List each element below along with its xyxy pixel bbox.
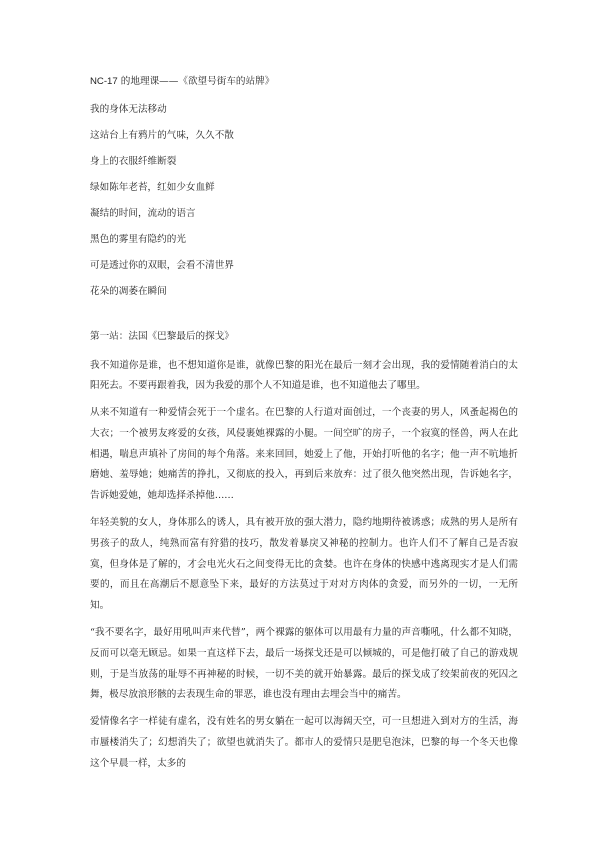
poem-line: 黑色的雾里有隐约的光 [90,233,186,245]
document-body [90,75,518,781]
poem-line: 凝结的时间，流动的语言 [90,207,196,219]
poem-line: 身上的衣服纤维断裂 [90,155,177,167]
paragraph: 年轻美貌的女人，身体那么的诱人，具有被开放的强大潜力，隐约地期待被诱惑；成熟的男人是所有男孩子的敌人，纯熟而富有狩猎的技巧，散发着暴戾又神秘的控制力。也许人们不了解自己是否寂寞，但身体是了解的，才会电光火石之间变得无比的贪婪。也许在身体的快感中逃离现实才是人们需要的，而且在高潮后不愿意坠下来，最好的方法莫过于对对方肉体的贪爱，而另外的一切，一无所知。 [90,517,518,612]
poem-line: 可是透过你的双眼，会看不清世界 [90,259,234,271]
title-text: 的地理课——《欲望号街车的站牌》 [117,76,275,87]
poem [90,103,518,298]
section-heading: 第一站：法国《巴黎最后的探戈》 [90,330,234,342]
paragraph: 我不知道你是谁，也不想知道你是谁，就像巴黎的阳光在最后一刻才会出现，我的爱情随着消白的太阳死去。不要再跟着我，因为我爱的那个人不知道是谁，也不知道他去了哪里。 [90,359,518,392]
paragraph: 爱情像名字一样徒有虚名，没有姓名的男女躺在一起可以海阔天空，可一旦想进入到对方的生活，海市蜃楼消失了；幻想消失了；欲望也就消失了。都市人的爱情只是肥皂泡沫，巴黎的每一个冬天也像这个早晨一样，太多的 [90,716,518,769]
title-prefix: NC-17 [90,76,118,87]
poem-line: 绿如陈年老苔，红如少女血鲜 [90,181,215,193]
poem-line: 我的身体无法移动 [90,103,167,115]
poem-line: 花朵的凋萎在瞬间 [90,285,167,297]
document-title [90,75,518,88]
paragraph: 从来不知道有一种爱情会死于一个虚名。在巴黎的人行道对面创过，一个丧妻的男人，风蚤起褐色的大衣；一个被男友疼爱的女孩，风侵裹她裸露的小腿。一间空旷的房子，一个寂寞的怪兽，两人在此相遇，喘息声填补了房间的每个角落。来来回回，她爱上了他，开始打听他的名字；他一声不吭地折磨她、羞辱她；她痛苦的挣扎，又彻底的投入，再到后来放弃：过了很久他突然出现，告诉她名字，告诉她爱她，她却选择杀掉他…… [90,407,518,502]
poem-line: 这站台上有鸦片的气味，久久不散 [90,129,234,141]
paragraph: “我不要名字，最好用吼叫声来代替”，两个裸露的躯体可以用最有力量的声音嘶吼，什么都不知晓，反而可以毫无顾忌。如果一直这样下去，最后一场探戈还是可以倾城的，可是他打破了自己的游戏规则，于是当放荡的耻辱不再神秘的时候，一切不美的就开始暴露。最后的探戈成了绞架前夜的死囚之舞，极尽放浪形骸的去表现生命的罪恶，谁也没有理由去埋会当中的痛苦。 [90,627,518,701]
